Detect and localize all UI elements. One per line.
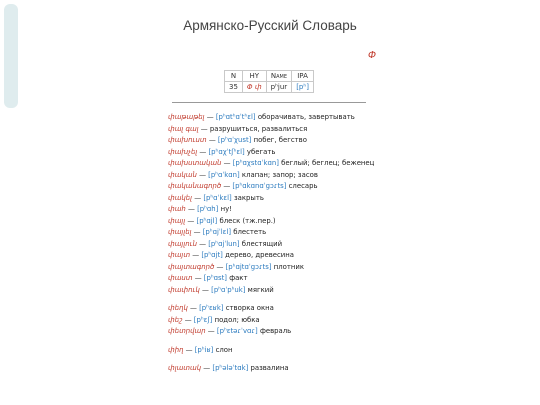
list-item: փափուկ — [pʰɑˈpʰuk] мягкий: [168, 285, 274, 294]
translation: разрушиться, развалиться: [209, 124, 308, 133]
cell-ipa: [pʰ]: [292, 82, 314, 93]
headword[interactable]: փաստ: [168, 274, 193, 282]
list-item: փականագործ — [pʰɑkɑnɑˈgɔɾts] слесарь: [168, 182, 318, 190]
translation: клапан; запор; засов: [241, 170, 318, 179]
translation: оборачивать, завертывать: [257, 113, 355, 121]
list-item: փակել — [pʰɑˈkɛl] закрыть: [168, 193, 264, 202]
headword[interactable]: փետրվար: [168, 327, 206, 335]
translation: блеск (тж.пер.): [219, 216, 276, 225]
ipa: [pʰɑˈkɛl]: [203, 193, 232, 202]
ipa: [pʰɑkɑnɑˈgɔɾts]: [232, 182, 287, 190]
list-item: փեղկ — [pʰɛʁk] створка окна: [168, 304, 274, 312]
list-item: փայտ — [pʰɑjt] дерево, древесина: [168, 251, 295, 259]
translation: февраль: [259, 327, 292, 335]
ipa: [pʰɛtəɾˈvɑɾ]: [216, 327, 258, 335]
ipa: [pʰɑˈpʰuk]: [211, 285, 246, 294]
translation: блестеть: [233, 228, 267, 236]
headword[interactable]: փալ գալ: [168, 124, 199, 133]
cell-name: pʰjur: [266, 82, 292, 93]
headword[interactable]: փախստական: [168, 159, 222, 167]
list-item: փայլուն — [pʰɑjˈlun] блестящий: [168, 239, 283, 248]
headword[interactable]: փայլել: [168, 228, 192, 236]
header-name: [266, 71, 292, 82]
headword[interactable]: փախուստ: [168, 136, 207, 144]
list-item: փախստական — [pʰɑχstɑˈkɑn] беглый; беглец; беженец: [168, 159, 375, 167]
headword[interactable]: փլատակ: [168, 364, 202, 372]
list-item: փախչել — [pʰɑχˈtʃʰɛl] убегать: [168, 147, 276, 156]
translation: мягкий: [247, 285, 274, 294]
list-item: փաթաթել — [pʰɑtʰɑˈtʰɛl] оборачивать, завертывать: [168, 113, 355, 121]
headword[interactable]: փայլ: [168, 216, 186, 225]
list-item: փայլ — [pʰɑjl] блеск (тж.пер.): [168, 216, 276, 225]
ipa: [pʰɑˈχust]: [217, 136, 252, 144]
translation: закрыть: [233, 193, 264, 202]
list-item: փաստ — [pʰɑst] факт: [168, 274, 248, 282]
translation: убегать: [246, 147, 276, 156]
list-item: փլատակ — [pʰələˈtɑk] развалина: [168, 364, 289, 372]
page-title: Армянско-Русский Словарь: [183, 18, 357, 33]
list-item: փայլել — [pʰɑjˈlɛl] блестеть: [168, 228, 267, 236]
ipa: [pʰɛʁk]: [199, 304, 224, 312]
list-item: փալ գալ — разрушиться, развалиться: [168, 124, 308, 133]
letter-info-table: [224, 70, 314, 93]
list-item: փական — [pʰɑˈkɑn] клапан; запор; засов: [168, 170, 318, 179]
ipa: [pʰiʁ]: [194, 345, 214, 354]
headword[interactable]: փակել: [168, 193, 193, 202]
ipa: [pʰɑjˈlɛl]: [202, 228, 232, 236]
headword[interactable]: փեշ: [168, 315, 183, 324]
headword[interactable]: փեղկ: [168, 304, 188, 312]
ipa: [pʰɑh]: [197, 205, 219, 213]
translation: развалина: [250, 364, 289, 372]
ipa: [pʰɑˈkɑn]: [208, 170, 240, 179]
section-letter: Փ: [368, 50, 377, 61]
translation: слон: [215, 345, 233, 354]
list-item: փահ — [pʰɑh] ну!: [168, 205, 232, 213]
divider: [172, 102, 366, 103]
ipa: [pʰələˈtɑk]: [212, 364, 249, 372]
ipa: [pʰɑχstɑˈkɑn]: [232, 159, 279, 167]
headword[interactable]: փայլուն: [168, 239, 197, 248]
list-item: փիղ — [pʰiʁ] слон: [168, 345, 233, 354]
headword[interactable]: փախչել: [168, 147, 198, 156]
entry-list: [168, 112, 383, 375]
ipa: [pʰɑjtɑˈgɔɾts]: [225, 262, 272, 271]
header-ipa: IPA: [292, 71, 314, 82]
headword[interactable]: փական: [168, 170, 197, 179]
translation: ну!: [220, 205, 232, 213]
header-hy: HY: [242, 71, 266, 82]
translation: слесарь: [288, 182, 318, 190]
translation: факт: [229, 274, 248, 282]
list-item: փայտագործ — [pʰɑjtɑˈgɔɾts] плотник: [168, 262, 305, 271]
translation: дерево, древесина: [225, 251, 295, 259]
headword[interactable]: փաթաթել: [168, 113, 205, 121]
headword[interactable]: փիղ: [168, 345, 184, 354]
headword[interactable]: փայտագործ: [168, 262, 215, 271]
cell-hy: Փ փ: [242, 82, 266, 93]
ipa: [pʰɑjˈlun]: [208, 239, 240, 248]
list-item: փախուստ — [pʰɑˈχust] побег, бегство: [168, 136, 307, 144]
headword[interactable]: փահ: [168, 205, 186, 213]
headword[interactable]: փայտ: [168, 251, 191, 259]
translation: створка окна: [225, 304, 274, 312]
translation: блестящий: [241, 239, 283, 248]
list-item: փեշ — [pʰɛʃ] подол; юбка: [168, 315, 260, 324]
ipa: [pʰɑjl]: [196, 216, 218, 225]
translation: беглый; беглец; беженец: [281, 159, 375, 167]
header-n: N: [225, 71, 243, 82]
list-item: փետրվար — [pʰɛtəɾˈvɑɾ] февраль: [168, 327, 292, 335]
ipa: [pʰɑtʰɑˈtʰɛl]: [215, 113, 256, 121]
translation: плотник: [273, 262, 305, 271]
ipa: [pʰɑst]: [203, 274, 227, 282]
ipa: [pʰɑχˈtʃʰɛl]: [208, 147, 245, 156]
translation: побег, бегство: [253, 136, 307, 144]
translation: подол; юбка: [214, 315, 260, 324]
headword[interactable]: փափուկ: [168, 285, 200, 294]
ipa: [pʰɛʃ]: [193, 315, 213, 324]
cell-n: 35: [225, 82, 243, 93]
headword[interactable]: փականագործ: [168, 182, 222, 190]
ipa: [pʰɑjt]: [201, 251, 223, 259]
header-name-text: Name: [270, 72, 287, 80]
